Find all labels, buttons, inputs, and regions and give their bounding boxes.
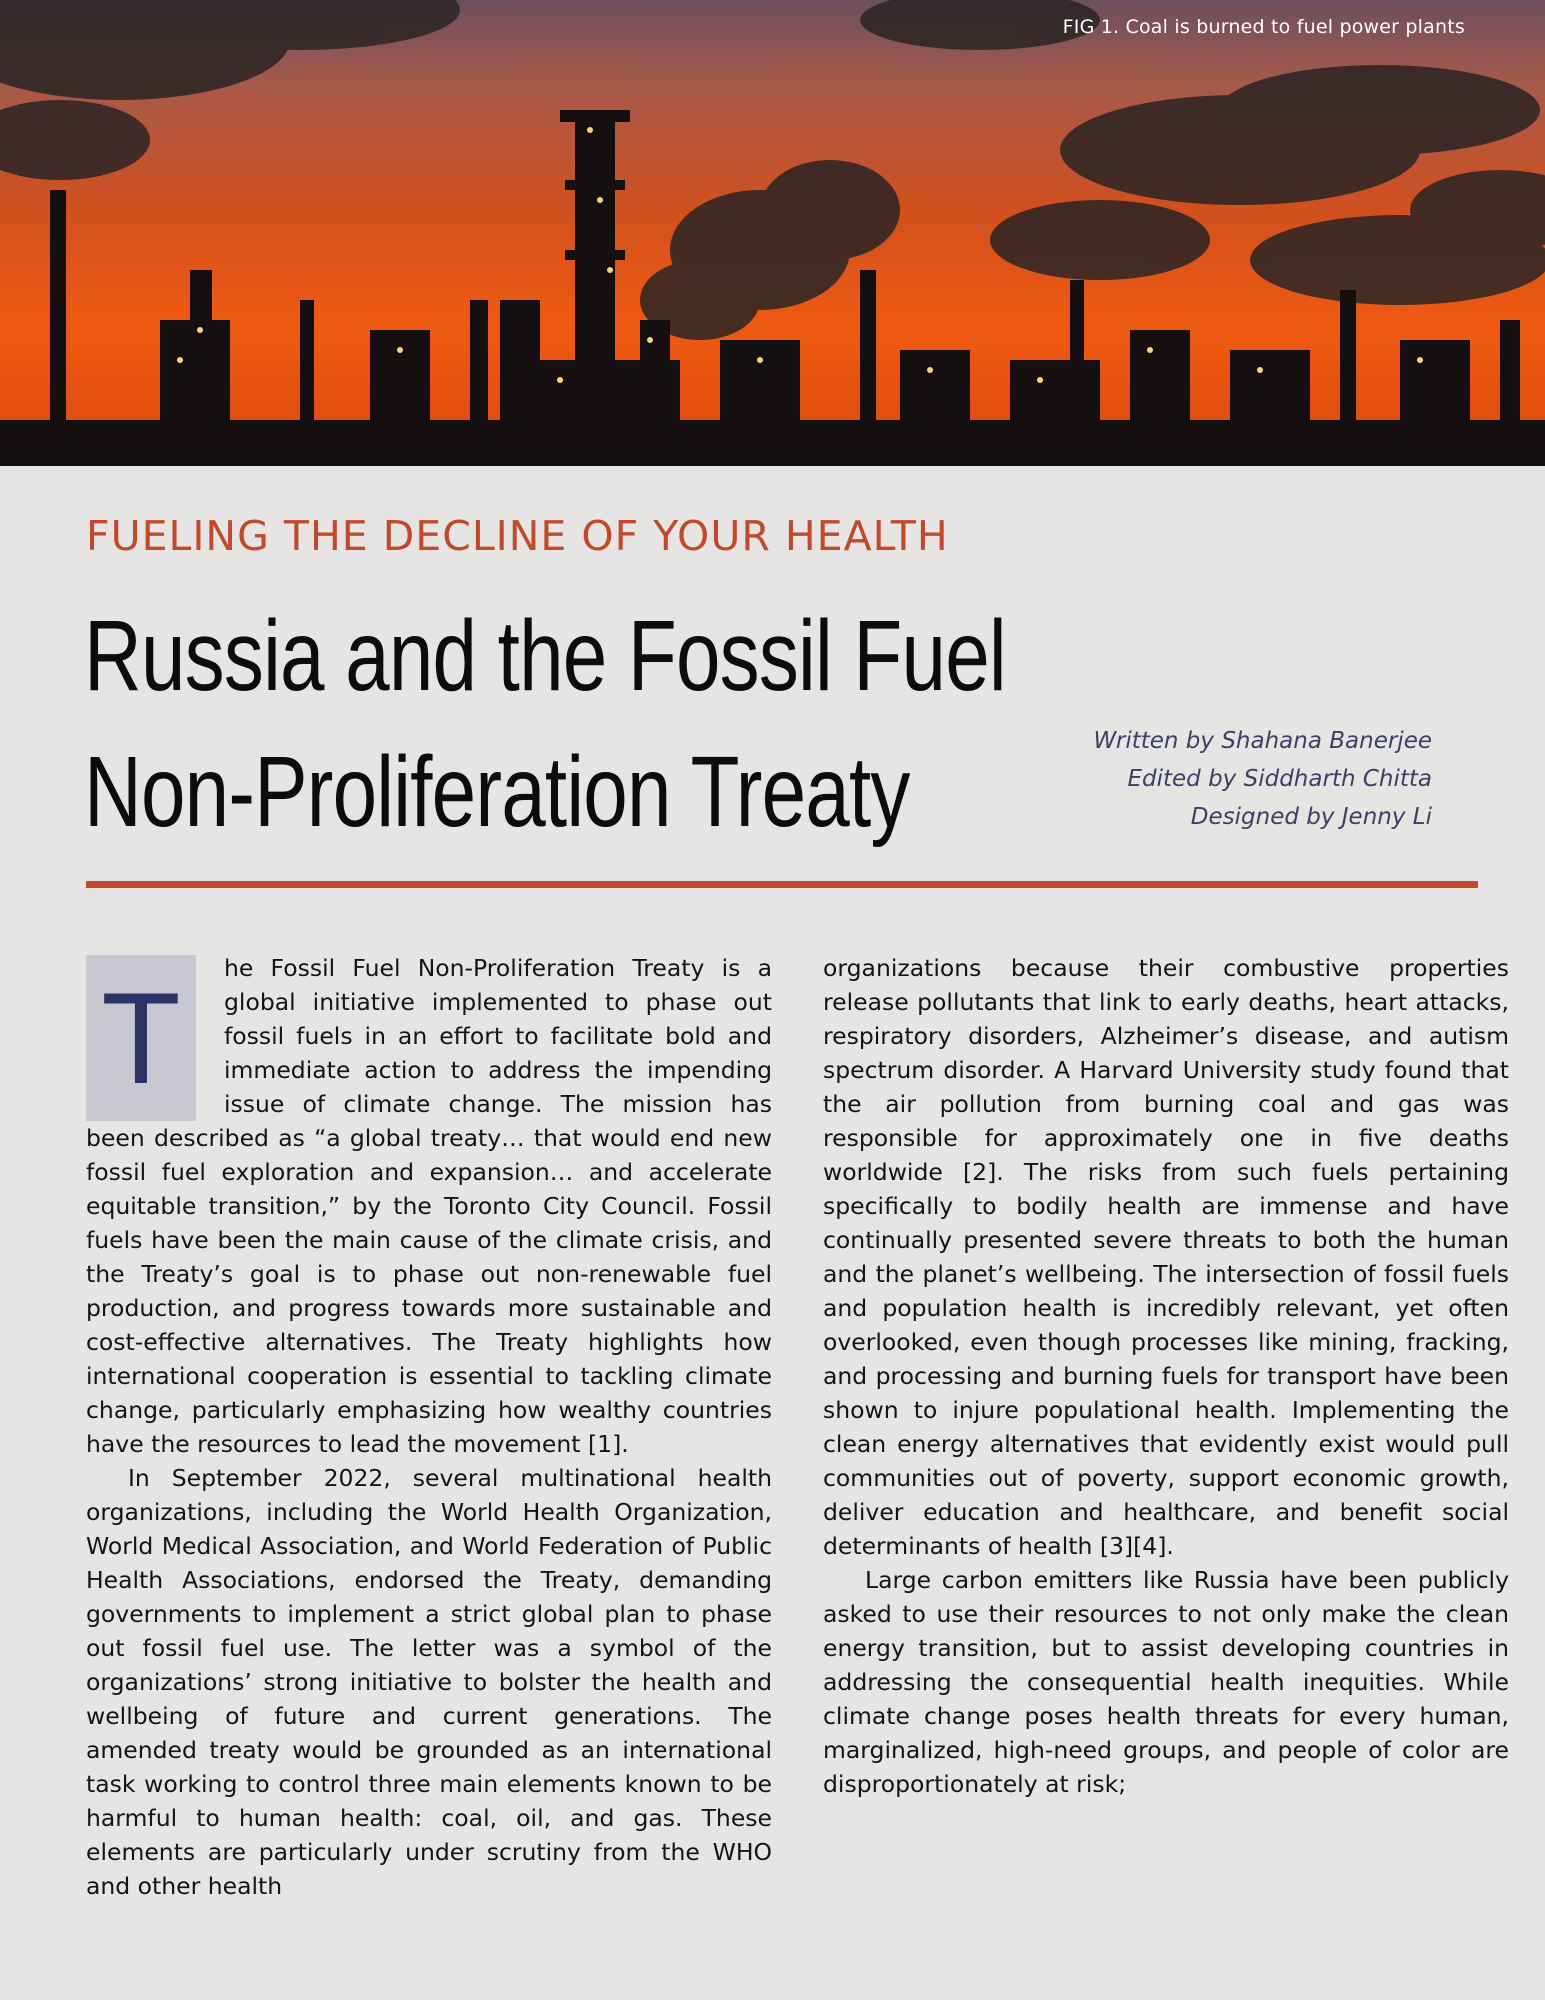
paragraph-1-text: he Fossil Fuel Non-Proliferation Treaty is a global initiative implemented to phase out fossil fuels in an effort to facilitate bold and immediate action to address the impending issue of climate change. The mission has been described as “a global treaty… that would end new fossil fuel exploration and expansion… and accelerate equitable transition,” by the Toronto City Council. Fossil fuels have been the main cause of the climate crisis, and the Treaty’s goal is to phase out non-renewable fuel production, and progress towards more sustainable and cost-effective alternatives. The Treaty highlights how international cooperation is essential to tackling climate change, particularly emphasizing how wealthy countries have the resources to lead the movement [1]. [86,954,772,1458]
paragraph-3: organizations because their combustive properties release pollutants that link to early deaths, heart attacks, respiratory disorders, Alzheimer’s disease, and autism spectrum disorder. A Harvard University study found that the air pollution from burning coal and gas was responsible for approximately one in five deaths worldwide [2]. The risks from such fuels pertaining specifically to bodily health are immense and have continually presented severe threats to both the human and the planet’s wellbeing. The intersection of fossil fuels and population health is incredibly relevant, yet often overlooked, even though processes like mining, fracking, and processing and burning fuels for transport have been shown to injure populational health. Implementing the clean energy alternatives that evidently exist would pull communities out of poverty, support economic growth, deliver education and healthcare, and benefit social determinants of health [3][4]. [823,954,1509,1560]
title-line-1: Russia and the Fossil Fuel [84,600,1006,712]
article-credits [1094,722,1432,836]
article-title [84,588,1006,860]
title-line-2: Non-Proliferation Treaty [84,736,910,848]
paragraph-4: Large carbon emitters like Russia have been publicly asked to use their resources to not only make the clean energy transition, but to assist developing countries in addressing the consequential health inequities. While climate change poses health threats for every human, marginalized, high-need groups, and people of color are disproportionately at risk; [823,1566,1509,1798]
paragraph-1 [86,951,772,1461]
drop-cap: T [86,955,196,1121]
hero-image [0,0,1545,466]
figure-caption: FIG 1. Coal is burned to fuel power plants [1062,16,1465,38]
article-column-left [86,951,772,1903]
paragraph-2: In September 2022, several multinational health organizations, including the World Health Organization, World Medical Association, and World Federation of Public Health Associations, endorsed the Treaty, demanding governments to implement a strict global plan to phase out fossil fuel use. The letter was a symbol of the organizations’ strong initiative to bolster the health and wellbeing of future and current generations. The amended treaty would be grounded as an international task working to control three main elements known to be harmful to human health: coal, oil, and gas. These elements are particularly under scrutiny from the WHO and other health [86,1464,772,1900]
credit-designer: Designed by Jenny Li [1190,804,1432,830]
article-column-right [823,951,1509,1801]
credit-editor: Edited by Siddharth Chitta [1127,766,1432,792]
section-kicker: FUELING THE DECLINE OF YOUR HEALTH [86,512,949,560]
credit-writer: Written by Shahana Banerjee [1093,728,1432,754]
header-divider [86,881,1478,888]
refinery-smokestacks-silhouette-icon [0,0,1545,466]
